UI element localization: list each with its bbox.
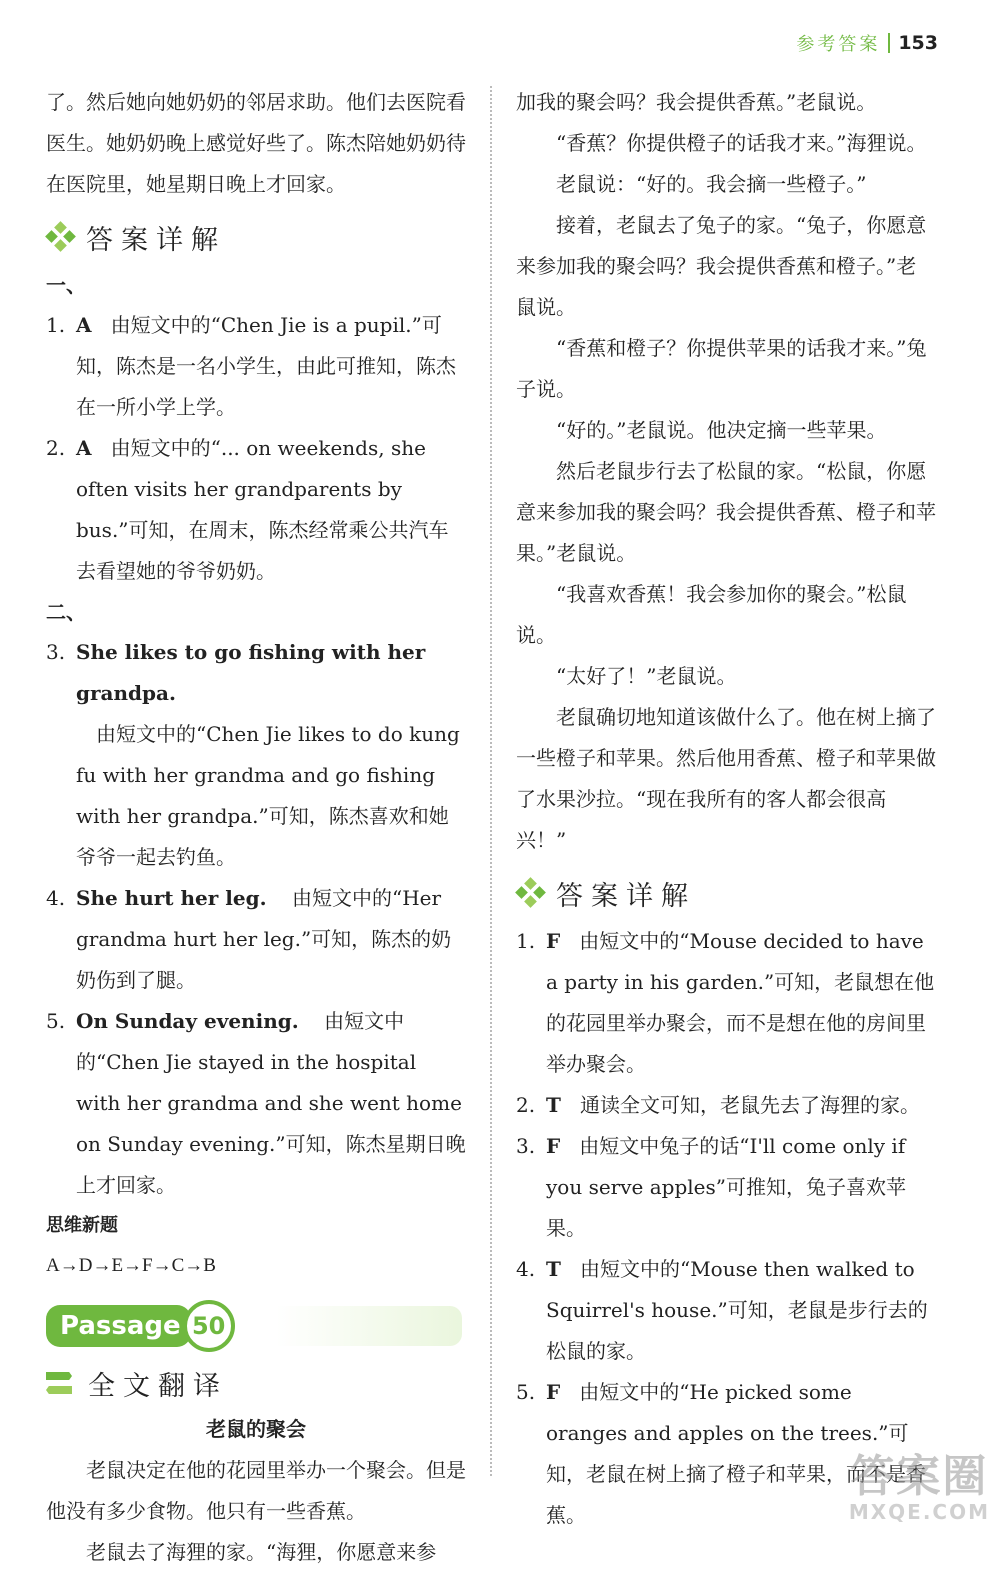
answer-3 [516,1126,936,1249]
question-3 [46,632,466,878]
question-explanation: 由短文中的“Chen Jie likes to do kung fu with her grandma and go fishing with her grandpa.”可知，陈杰喜欢和她爷爷一起去钓鱼。 [76,722,460,869]
column-divider [490,86,492,1476]
question-explanation: 由短文中的“Chen Jie stayed in the hospital with her grandma and she went home on Sunday evening.”可知，陈杰星期日晚上才回家。 [76,1009,466,1197]
translation-heading [46,1358,466,1408]
intro-paragraph: 了。然后她向她奶奶的邻居求助。他们去医院看医生。她奶奶晚上感觉好些了。陈杰陪她奶奶待在医院里，她星期日晚上才回家。 [46,90,466,196]
page-number: 153 [898,32,938,54]
passage-banner [46,1298,466,1354]
story-paragraph: 老鼠去了海狸的家。“海狸，你愿意来参 [86,1540,437,1564]
translation-heading-text: 全文翻译 [88,1370,228,1402]
question-explanation: 由短文中的“Chen Jie is a pupil.”可知，陈杰是一名小学生，由此可推知，陈杰在一所小学上学。 [76,313,456,419]
watermark-logo [848,1451,990,1524]
diamond-icon [46,222,76,252]
question-number: 2. [46,436,66,460]
question-5 [46,1001,466,1206]
answer-heading-text: 答案详解 [86,224,226,256]
story-title: 老鼠的聚会 [206,1417,306,1441]
watermark-url: MXQE.COM [848,1500,990,1524]
answer-explanation: 通读全文可知，老鼠先去了海狸的家。 [579,1093,920,1117]
question-1 [46,305,466,428]
answer-heading [516,865,936,921]
question-number: 5. [46,1009,66,1033]
question-answer: She hurt her leg. [76,886,267,910]
question-2 [46,428,466,592]
question-4 [46,878,466,1001]
answer-value: F [546,1380,561,1404]
right-column [516,82,936,1536]
question-number: 4. [46,886,66,910]
answer-explanation: 由短文中的“Mouse decided to have a party in his garden.”可知，老鼠想在他的花园里举办聚会，而不是想在他的房间里举办聚会。 [546,929,935,1076]
question-explanation: 由短文中的“... on weekends, she often visits her grandparents by bus.”可知，在周末，陈杰经常乘公共汽车去看望她的爷爷奶奶。 [76,436,449,583]
answer-explanation: 由短文中的“He picked some oranges and apples on the trees.”可知，老鼠在树上摘了橙子和苹果，而不是香蕉。 [546,1380,926,1527]
diamond-icon [516,878,546,908]
question-answer: A [76,313,92,337]
story-paragraph: 老鼠决定在他的花园里举办一个聚会。但是他没有多少食物。他只有一些香蕉。 [46,1458,466,1523]
question-answer: She likes to go fishing with her grandpa. [76,640,426,705]
story-paragraph: “香蕉和橙子？你提供苹果的话我才来。”兔子说。 [516,336,927,401]
page-header [796,30,938,56]
answer-number: 1. [516,929,536,953]
part-one-label: 一、 [46,273,86,297]
part-two-label: 二、 [46,600,86,624]
answer-explanation: 由短文中兔子的话“I'll come only if you serve apples”可推知，兔子喜欢苹果。 [546,1134,906,1240]
story-paragraph: 老鼠说：“好的。我会摘一些橙子。” [556,172,867,196]
question-answer: On Sunday evening. [76,1009,299,1033]
story-paragraph: “好的。”老鼠说。他决定摘一些苹果。 [556,418,887,442]
passage-number: 50 [183,1300,235,1352]
answer-1 [516,921,936,1085]
question-answer: A [76,436,92,460]
story-paragraph: 接着，老鼠去了兔子的家。“兔子，你愿意来参加我的聚会吗？我会提供香蕉和橙子。”老鼠说。 [516,213,927,319]
thinking-answer: A→D→E→F→C→B [46,1255,216,1276]
banner-fade [276,1306,462,1346]
story-paragraph: 加我的聚会吗？我会提供香蕉。”老鼠说。 [516,90,877,114]
answer-value: T [546,1257,561,1281]
thinking-title: 思维新题 [46,1215,118,1236]
story-paragraph: 然后老鼠步行去了松鼠的家。“松鼠，你愿意来参加我的聚会吗？我会提供香蕉、橙子和苹果。”老鼠说。 [516,459,936,565]
answer-number: 5. [516,1380,536,1404]
answer-number: 4. [516,1257,536,1281]
answer-4 [516,1249,936,1372]
swap-arrows-icon [46,1369,76,1397]
answer-explanation: 由短文中的“Mouse then walked to Squirrel's house.”可知，老鼠是步行去的松鼠的家。 [546,1257,928,1363]
answer-value: T [546,1093,561,1117]
story-paragraph: “太好了！”老鼠说。 [556,664,737,688]
left-column [46,82,466,1573]
story-paragraph: 老鼠确切地知道该做什么了。他在树上摘了一些橙子和苹果。然后他用香蕉、橙子和苹果做了水果沙拉。“现在我所有的客人都会很高兴！” [516,705,936,852]
section-label: 参考答案 [796,34,881,55]
answer-heading [46,209,466,265]
answer-number: 3. [516,1134,536,1158]
passage-label: Passage [46,1305,191,1347]
question-number: 3. [46,640,66,664]
answer-number: 2. [516,1093,536,1117]
story-paragraph: “我喜欢香蕉！我会参加你的聚会。”松鼠说。 [516,582,907,647]
answer-value: F [546,1134,561,1158]
question-number: 1. [46,313,66,337]
story-paragraph: “香蕉？你提供橙子的话我才来。”海狸说。 [556,131,927,155]
header-divider [888,33,890,53]
question-explanation: 由短文中的“Her grandma hurt her leg.”可知，陈杰的奶奶伤到了腿。 [76,886,452,992]
watermark-text: 答案圈 [850,1451,989,1502]
answer-value: F [546,929,561,953]
answer-heading-text: 答案详解 [556,880,696,912]
answer-2 [516,1085,936,1126]
